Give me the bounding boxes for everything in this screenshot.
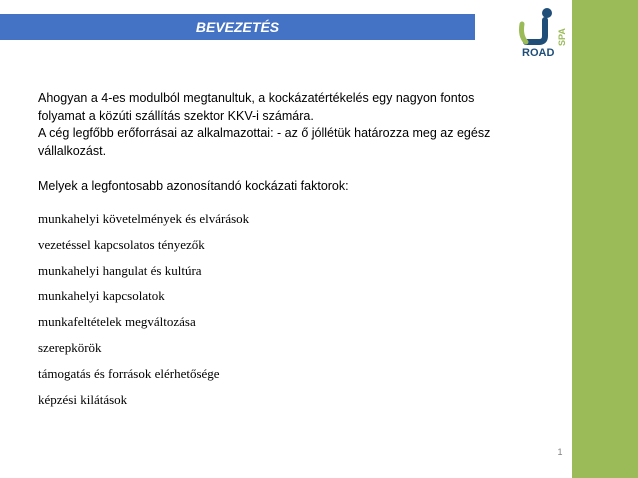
list-item: szerepkörök [38, 339, 102, 355]
intro-text [38, 90, 538, 195]
list-item: munkahelyi hangulat és kultúra [38, 262, 202, 278]
paragraph-gap [38, 160, 538, 178]
list-item: vezetéssel kapcsolatos tényezők [38, 236, 205, 252]
intro-line: folyamat a közúti szállítás szektor KKV-i számára. [38, 108, 314, 123]
logo-text-road: ROAD [522, 47, 555, 58]
list-item: támogatás és források elérhetősége [38, 365, 220, 381]
intro-line: vállalkozást. [38, 143, 107, 158]
intro-line: Ahogyan a 4-es modulból megtanultuk, a kockázatértékelés egy nagyon fontos [38, 91, 475, 105]
side-accent-strip [572, 0, 638, 478]
list-item: munkafeltételek megváltozása [38, 314, 196, 330]
logo-text-spa: SPA [557, 28, 567, 46]
list-item: munkahelyi követelmények és elvárások [38, 211, 250, 226]
intro-line: A cég legfőbb erőforrásai az alkalmazottai: - az ő jóllétük határozza meg az egész [38, 126, 491, 140]
list-item: képzési kilátások [38, 391, 128, 407]
list-item: munkahelyi kapcsolatok [38, 288, 165, 304]
question-line: Melyek a legfontosabb azonosítandó kockázati faktorok: [38, 178, 349, 193]
title-bar [0, 14, 475, 40]
slide-title: BEVEZETÉS [195, 19, 280, 35]
page-number: 1 [557, 447, 563, 457]
roadspa-logo [512, 6, 568, 58]
risk-factor-list [38, 209, 538, 415]
